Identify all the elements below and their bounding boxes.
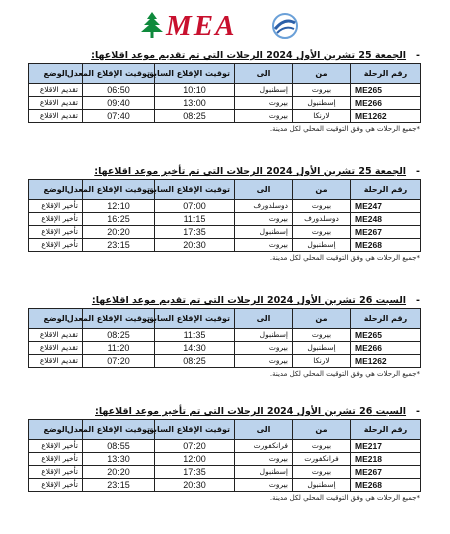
- previous-time: 08:25: [155, 110, 235, 123]
- timezone-note: *جميع الرحلات هي وفق التوقيت المحلي لكل مدينة.: [269, 494, 420, 502]
- table-header-row: [29, 309, 421, 329]
- flight-number: ME268: [351, 479, 421, 492]
- revised-time: 08:55: [83, 440, 155, 453]
- origin: فرانكفورت: [293, 453, 351, 466]
- cedar-tree-icon: [140, 11, 164, 41]
- destination: فرانكفورت: [235, 440, 293, 453]
- flight-number: ME218: [351, 453, 421, 466]
- header-to: الى: [235, 180, 293, 200]
- flight-number: ME266: [351, 97, 421, 110]
- revised-time: 23:15: [83, 479, 155, 492]
- previous-time: 07:00: [155, 200, 235, 213]
- destination: إسطنبول: [235, 329, 293, 342]
- origin: إسطنبول: [293, 479, 351, 492]
- origin: بيروت: [293, 200, 351, 213]
- status: تقديم الاقلاع: [29, 84, 83, 97]
- previous-time: 11:35: [155, 329, 235, 342]
- table-row: [29, 200, 421, 213]
- origin: إسطنبول: [293, 97, 351, 110]
- status: تقديم الاقلاع: [29, 110, 83, 123]
- revised-time: 07:40: [83, 110, 155, 123]
- flights-table: [28, 308, 421, 368]
- header-flight-number: رقم الرحلة: [351, 180, 421, 200]
- mea-logo: [140, 10, 310, 42]
- header-status: الوضع: [29, 420, 83, 440]
- flight-number: ME1262: [351, 355, 421, 368]
- origin: بيروت: [293, 466, 351, 479]
- header-from: من: [293, 420, 351, 440]
- flight-number: ME267: [351, 226, 421, 239]
- revised-time: 16:25: [83, 213, 155, 226]
- header-revised-departure: توقيت الإقلاع المعدل: [83, 64, 155, 84]
- section-title: -السبت 26 تشرين الأول 2024 الرحلات التي تم تأخير موعد اقلاعها:: [95, 406, 420, 417]
- previous-time: 12:00: [155, 453, 235, 466]
- header-previous-departure: توقيت الإقلاع السابق: [155, 420, 235, 440]
- previous-time: 17:35: [155, 466, 235, 479]
- table-row: [29, 466, 421, 479]
- destination: بيروت: [235, 213, 293, 226]
- header-to: الى: [235, 64, 293, 84]
- header-status: الوضع: [29, 64, 83, 84]
- revised-time: 12:10: [83, 200, 155, 213]
- flight-number: ME265: [351, 84, 421, 97]
- flights-table: [28, 179, 421, 252]
- previous-time: 20:30: [155, 479, 235, 492]
- header-from: من: [293, 64, 351, 84]
- destination: بيروت: [235, 97, 293, 110]
- table-header-row: [29, 180, 421, 200]
- status: تقديم الاقلاع: [29, 355, 83, 368]
- table-row: [29, 479, 421, 492]
- previous-time: 10:10: [155, 84, 235, 97]
- header-to: الى: [235, 420, 293, 440]
- table-row: [29, 440, 421, 453]
- destination: إسطنبول: [235, 84, 293, 97]
- table-row: [29, 110, 421, 123]
- flights-table: [28, 419, 421, 492]
- origin: بيروت: [293, 329, 351, 342]
- section-title: -الجمعة 25 تشرين الأول 2024 الرحلات التي تم تأخير موعد اقلاعها:: [94, 166, 420, 177]
- previous-time: 14:30: [155, 342, 235, 355]
- table-row: [29, 355, 421, 368]
- destination: بيروت: [235, 342, 293, 355]
- timezone-note: *جميع الرحلات هي وفق التوقيت المحلي لكل مدينة.: [269, 254, 420, 262]
- previous-time: 20:30: [155, 239, 235, 252]
- origin: دوسلدورف: [293, 213, 351, 226]
- header-from: من: [293, 309, 351, 329]
- header-flight-number: رقم الرحلة: [351, 420, 421, 440]
- table-row: [29, 97, 421, 110]
- table-row: [29, 342, 421, 355]
- status: تأخير الإقلاع: [29, 466, 83, 479]
- revised-time: 06:50: [83, 84, 155, 97]
- header-status: الوضع: [29, 180, 83, 200]
- skyteam-logo-icon: [268, 11, 302, 41]
- destination: بيروت: [235, 355, 293, 368]
- table-row: [29, 213, 421, 226]
- status: تأخير الإقلاع: [29, 453, 83, 466]
- table-row: [29, 453, 421, 466]
- section-title: -الجمعة 25 تشرين الأول 2024 الرحلات التي تم تقديم موعد اقلاعها:: [91, 50, 420, 61]
- table-row: [29, 239, 421, 252]
- header-flight-number: رقم الرحلة: [351, 309, 421, 329]
- header-previous-departure: توقيت الإقلاع السابق: [155, 64, 235, 84]
- previous-time: 07:20: [155, 440, 235, 453]
- origin: إسطنبول: [293, 239, 351, 252]
- revised-time: 09:40: [83, 97, 155, 110]
- status: تأخير الإقلاع: [29, 479, 83, 492]
- flight-number: ME265: [351, 329, 421, 342]
- revised-time: 23:15: [83, 239, 155, 252]
- section-advance-fri: [28, 48, 420, 135]
- flight-number: ME268: [351, 239, 421, 252]
- flight-number: ME1262: [351, 110, 421, 123]
- destination: دوسلدورف: [235, 200, 293, 213]
- destination: بيروت: [235, 453, 293, 466]
- status: تأخير الإقلاع: [29, 226, 83, 239]
- table-row: [29, 226, 421, 239]
- status: تقديم الاقلاع: [29, 342, 83, 355]
- table-header-row: [29, 64, 421, 84]
- revised-time: 11:20: [83, 342, 155, 355]
- header-revised-departure: توقيت الإقلاع المعدل: [83, 309, 155, 329]
- previous-time: 13:00: [155, 97, 235, 110]
- origin: لارنكا: [293, 355, 351, 368]
- header-from: من: [293, 180, 351, 200]
- origin: إسطنبول: [293, 342, 351, 355]
- status: تقديم الاقلاع: [29, 329, 83, 342]
- revised-time: 08:25: [83, 329, 155, 342]
- section-delay-sat: [28, 404, 420, 504]
- previous-time: 17:35: [155, 226, 235, 239]
- flight-number: ME248: [351, 213, 421, 226]
- header-previous-departure: توقيت الإقلاع السابق: [155, 180, 235, 200]
- revised-time: 13:30: [83, 453, 155, 466]
- revised-time: 20:20: [83, 226, 155, 239]
- status: تأخير الإقلاع: [29, 213, 83, 226]
- destination: بيروت: [235, 110, 293, 123]
- flights-table: [28, 63, 421, 123]
- header-to: الى: [235, 309, 293, 329]
- flight-number: ME266: [351, 342, 421, 355]
- destination: إسطنبول: [235, 466, 293, 479]
- flight-number: ME217: [351, 440, 421, 453]
- table-row: [29, 84, 421, 97]
- brand-name: MEA: [166, 10, 237, 42]
- table-row: [29, 329, 421, 342]
- revised-time: 07:20: [83, 355, 155, 368]
- header-flight-number: رقم الرحلة: [351, 64, 421, 84]
- section-delay-fri: [28, 164, 420, 264]
- status: تأخير الإقلاع: [29, 200, 83, 213]
- destination: بيروت: [235, 479, 293, 492]
- table-header-row: [29, 420, 421, 440]
- origin: بيروت: [293, 226, 351, 239]
- origin: بيروت: [293, 440, 351, 453]
- origin: لارنكا: [293, 110, 351, 123]
- header-revised-departure: توقيت الإقلاع المعدل: [83, 420, 155, 440]
- previous-time: 08:25: [155, 355, 235, 368]
- section-title: -السبت 26 تشرين الأول 2024 الرحلات التي تم تقديم موعد اقلاعها:: [91, 295, 420, 306]
- destination: بيروت: [235, 239, 293, 252]
- flight-number: ME247: [351, 200, 421, 213]
- status: تأخير الإقلاع: [29, 239, 83, 252]
- header-revised-departure: توقيت الإقلاع المعدل: [83, 180, 155, 200]
- header-previous-departure: توقيت الإقلاع السابق: [155, 309, 235, 329]
- section-advance-sat: [28, 293, 420, 380]
- destination: إسطنبول: [235, 226, 293, 239]
- status: تأخير الإقلاع: [29, 440, 83, 453]
- revised-time: 20:20: [83, 466, 155, 479]
- origin: بيروت: [293, 84, 351, 97]
- status: تقديم الاقلاع: [29, 97, 83, 110]
- header-status: الوضع: [29, 309, 83, 329]
- timezone-note: *جميع الرحلات هي وفق التوقيت المحلي لكل مدينة.: [269, 370, 420, 378]
- flight-number: ME267: [351, 466, 421, 479]
- timezone-note: *جميع الرحلات هي وفق التوقيت المحلي لكل مدينة.: [269, 125, 420, 133]
- previous-time: 11:15: [155, 213, 235, 226]
